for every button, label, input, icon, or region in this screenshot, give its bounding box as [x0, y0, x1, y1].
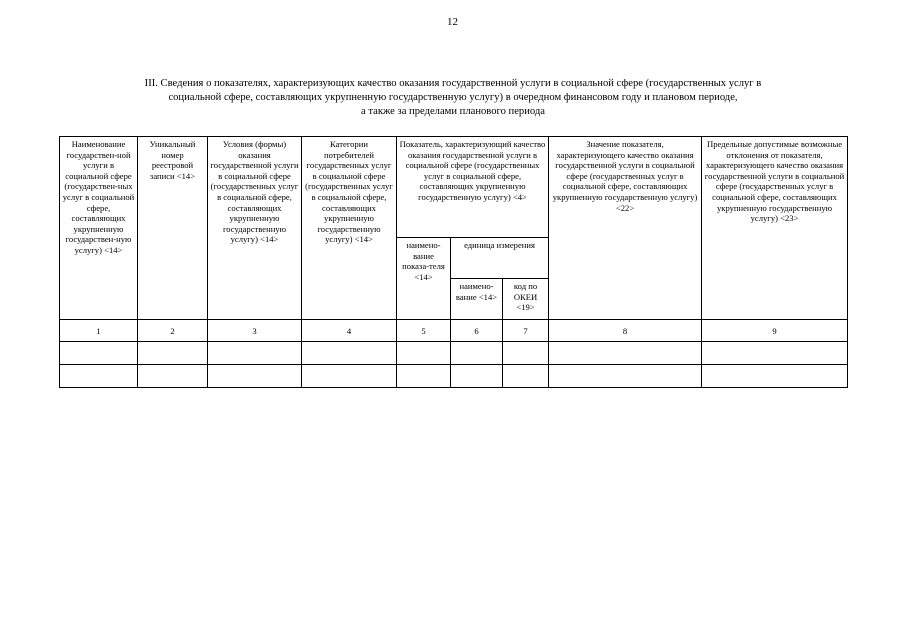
column-number: 4: [302, 320, 397, 342]
table-cell: [208, 365, 302, 388]
table-cell: [302, 365, 397, 388]
header-indicator-name: наимено-вание показа-теля <14>: [397, 238, 451, 320]
header-quality-indicator: Показатель, характеризующий качество оказания государственной услуги в социальной сфере (государственных услуг в социальной сфере, составляющих укрупненную государственную услугу) <4>: [397, 137, 549, 238]
column-number: 7: [503, 320, 549, 342]
header-indicator-value: Значение показателя, характеризующего качество оказания государственной услуги в социальной сфере (государственных услуг в социальной сфере, составляющих укрупненную государственную услугу) <22>: [549, 137, 702, 320]
table-cell: [702, 365, 848, 388]
header-service-conditions: Условия (формы) оказания государственной услуги в социальной сфере (государственных услуг в социальной сфере, составляющих укрупненную государственную услугу) <14>: [208, 137, 302, 320]
header-okei-code: код по ОКЕИ <19>: [503, 279, 549, 320]
table-cell: [702, 342, 848, 365]
column-number: 5: [397, 320, 451, 342]
table-cell: [302, 342, 397, 365]
table-cell: [208, 342, 302, 365]
column-number: 9: [702, 320, 848, 342]
table-cell: [549, 365, 702, 388]
table-cell: [397, 365, 451, 388]
table-cell: [451, 365, 503, 388]
header-registry-number: Уникальный номер реестровой записи <14>: [138, 137, 208, 320]
quality-indicators-table: [59, 136, 848, 388]
section-title-line-3: а также за пределами планового периода: [361, 106, 545, 117]
page-number: 12: [447, 16, 458, 28]
header-allowed-deviations: Предельные допустимые возможные отклонения от показателя, характеризующего качество оказания государственной услуги в социальной сфере (государственных услуг в социальной сфере, составляющих укрупненную государственную услугу) <23>: [702, 137, 848, 320]
column-number: 1: [60, 320, 138, 342]
section-title-line-2: социальной сфере, составляющих укрупненную государственную услугу) в очередном финансовом году и плановом периоде,: [168, 92, 738, 103]
section-title-line-1: III. Сведения о показателях, характеризующих качество оказания государственной услуги в социальной сфере (государственных услуг в: [144, 78, 762, 89]
column-number: 3: [208, 320, 302, 342]
header-unit-of-measure: единица измерения: [451, 238, 549, 279]
table-cell: [503, 365, 549, 388]
header-unit-name: наимено-вание <14>: [451, 279, 503, 320]
table-cell: [451, 342, 503, 365]
table-cell: [138, 342, 208, 365]
section-title: [62, 77, 844, 119]
table-cell: [60, 365, 138, 388]
table-row: [60, 365, 848, 388]
table-cell: [549, 342, 702, 365]
column-number-row: [60, 320, 848, 342]
table-cell: [503, 342, 549, 365]
column-number: 2: [138, 320, 208, 342]
table-cell: [60, 342, 138, 365]
header-consumer-categories: Категории потребителей государственных услуг в социальной сфере (государственных услуг в социальной сфере, составляющих укрупненную государственную услугу) <14>: [302, 137, 397, 320]
table-row: [60, 342, 848, 365]
table-cell: [138, 365, 208, 388]
column-number: 6: [451, 320, 503, 342]
table-cell: [397, 342, 451, 365]
header-service-name: Наименование государствен-ной услуги в социальной сфере (государствен-ных услуг в социальной сфере, составляющих укрупненную государствен-ную услугу) <14>: [60, 137, 138, 320]
column-number: 8: [549, 320, 702, 342]
